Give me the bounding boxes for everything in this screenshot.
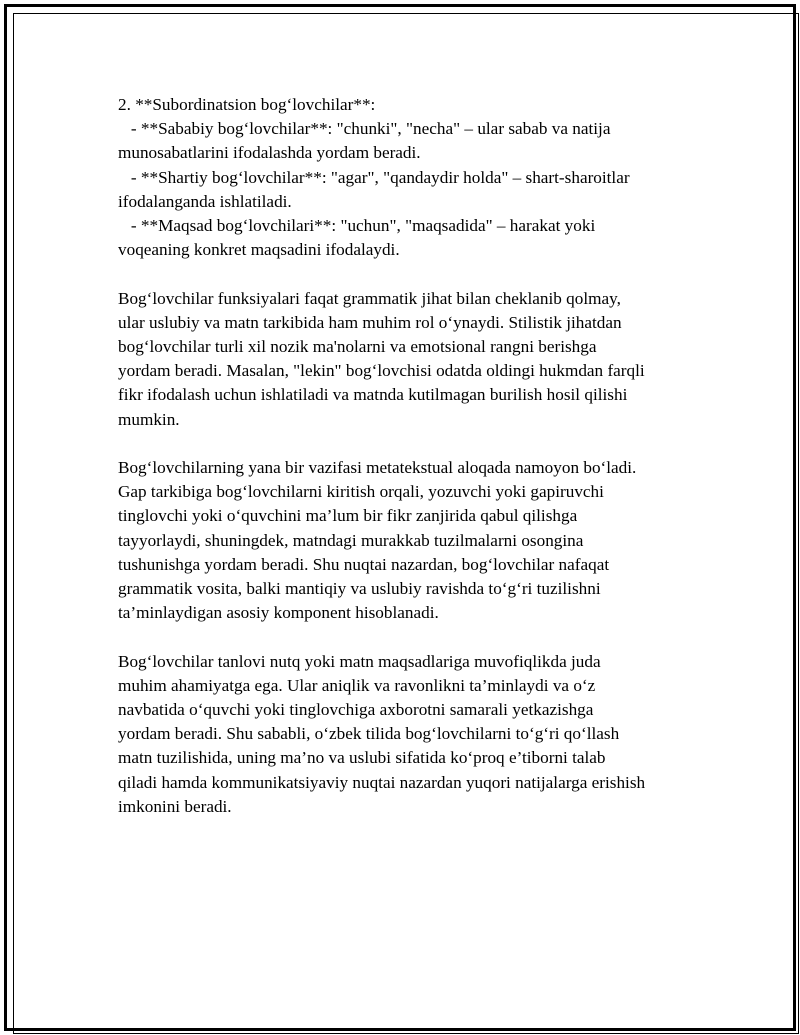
paragraph-line: yordam beradi. Shu sababli, o‘zbek tilida bog‘lovchilarni to‘g‘ri qo‘llash [118, 724, 620, 744]
paragraph-metatextual-function [118, 456, 698, 625]
paragraph-line: qiladi hamda kommunikatsiyaviy nuqtai nazardan yuqori natijalarga erishish [118, 772, 646, 792]
document-body [118, 93, 698, 819]
list-item-conditional-continued: ifodalanganda ishlatiladi. [118, 191, 292, 211]
paragraph-line: fikr ifodalash uchun ishlatiladi va matnda kutilmagan burilish hosil qilishi [118, 385, 628, 405]
subordinate-conjunctions-list [118, 93, 698, 262]
paragraph-line: tushunishga yordam beradi. Shu nuqtai nazardan, bog‘lovchilar nafaqat [118, 554, 610, 574]
paragraph-line: tinglovchi yoki o‘quvchini ma’lum bir fikr zanjirida qabul qilishga [118, 506, 578, 526]
paragraph-line: tayyorlaydi, shuningdek, matndagi murakkab tuzilmalarni osongina [118, 530, 584, 550]
paragraph-line: bog‘lovchilar turli xil nozik ma'nolarni va emotsional rangni berishga [118, 337, 597, 357]
paragraph-line: imkonini beradi. [118, 796, 232, 816]
paragraph-line: navbatida o‘quvchi yoki tinglovchiga axborotni samarali yetkazishga [118, 700, 594, 720]
paragraph-line: matn tuzilishida, uning ma’no va uslubi sifatida ko‘proq e’tiborni talab [118, 748, 606, 768]
list-item-purpose: - **Maqsad bog‘lovchilari**: "uchun", "maqsadida" – harakat yoki [118, 216, 596, 236]
paragraph-conjunction-choice [118, 650, 698, 819]
list-item-causal: - **Sababiy bog‘lovchilar**: "chunki", "necha" – ular sabab va natija [118, 119, 611, 139]
list-heading: 2. **Subordinatsion bog‘lovchilar**: [118, 95, 376, 114]
paragraph-line: ta’minlaydigan asosiy komponent hisoblanadi. [118, 603, 439, 623]
paragraph-line: Bog‘lovchilarning yana bir vazifasi metatekstual aloqada namoyon bo‘ladi. [118, 458, 637, 478]
list-item-causal-continued: munosabatlarini ifodalashda yordam beradi. [118, 143, 421, 163]
paragraph-line: Gap tarkibiga bog‘lovchilarni kiritish orqali, yozuvchi yoki gapiruvchi [118, 482, 604, 502]
list-item-conditional: - **Shartiy bog‘lovchilar**: "agar", "qandaydir holda" – shart-sharoitlar [118, 167, 630, 187]
paragraph-stylistic-functions [118, 287, 698, 432]
paragraph-line: ular uslubiy va matn tarkibida ham muhim rol o‘ynaydi. Stilistik jihatdan [118, 312, 622, 332]
paragraph-line: yordam beradi. Masalan, "lekin" bog‘lovchisi odatda oldingi hukmdan farqli [118, 361, 645, 381]
paragraph-line: mumkin. [118, 409, 180, 429]
paragraph-line: grammatik vosita, balki mantiqiy va uslubiy ravishda to‘g‘ri tuzilishni [118, 579, 601, 599]
paragraph-line: Bog‘lovchilar funksiyalari faqat grammatik jihat bilan cheklanib qolmay, [118, 288, 621, 308]
paragraph-line: muhim ahamiyatga ega. Ular aniqlik va ravonlikni ta’minlaydi va o‘z [118, 675, 596, 695]
list-item-purpose-continued: voqeaning konkret maqsadini ifodalaydi. [118, 240, 400, 260]
paragraph-line: Bog‘lovchilar tanlovi nutq yoki matn maqsadlariga muvofiqlikda juda [118, 651, 601, 671]
